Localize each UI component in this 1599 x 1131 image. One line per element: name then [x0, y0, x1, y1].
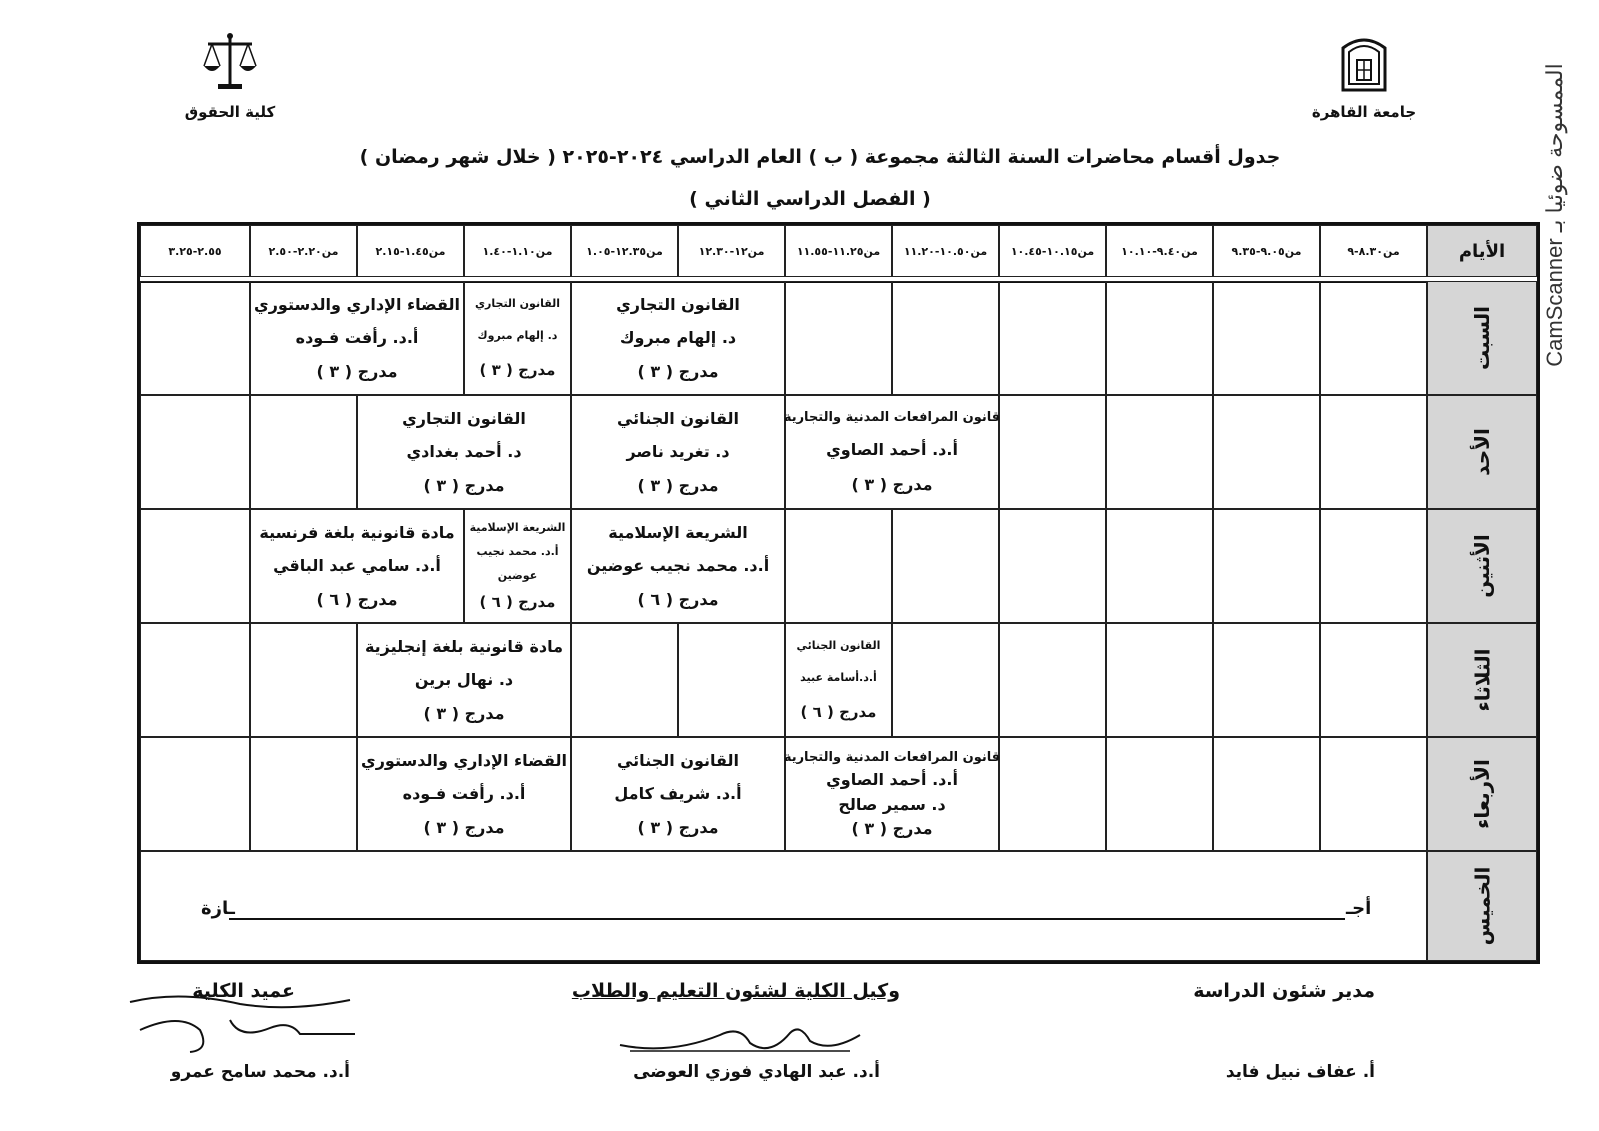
professor-name: أ.د. أحمد الصاوي — [826, 440, 958, 460]
hall-label: مدرج ( ٣ ) — [479, 360, 556, 379]
days-header: الأيام — [1427, 225, 1537, 277]
hall-label: مدرج ( ٣ ) — [423, 817, 505, 837]
empty-cell — [1106, 737, 1213, 851]
dean-signature — [120, 990, 360, 1060]
time-slot: من١٢.٣٥-١.٠٥ — [571, 225, 678, 277]
time-slot: من٨.٣٠-٩ — [1320, 225, 1427, 277]
professor-name: د. نهال برين — [414, 670, 514, 690]
hall-label: مدرج ( ٣ ) — [637, 361, 719, 381]
holiday-text-end: ـازة — [201, 898, 235, 919]
empty-cell — [785, 281, 892, 395]
holiday-line — [229, 918, 1345, 920]
course-name: مادة قانونية بلغة إنجليزية — [364, 637, 564, 657]
course-name: الشريعة الإسلامية — [469, 521, 566, 535]
empty-cell — [250, 623, 357, 737]
course-name: القانون الجنائي — [616, 751, 740, 771]
empty-cell — [1213, 395, 1320, 509]
day-tuesday: الثلاثاء — [1427, 623, 1537, 737]
course-name: القضاء الإداري والدستوري — [361, 751, 567, 771]
professor-name: أ.د. محمد نجيب — [476, 545, 559, 559]
lecture-cell — [571, 509, 785, 623]
professor-name: د. إلهام مبروك — [477, 328, 558, 342]
empty-cell — [250, 737, 357, 851]
professor-name: أ.د. رأفت فـوده — [295, 328, 419, 348]
empty-cell — [785, 509, 892, 623]
course-name: مادة قانونية بلغة فرنسية — [259, 523, 455, 543]
faculty-name: كلية الحقوق — [184, 103, 276, 121]
lecture-cell — [357, 395, 571, 509]
empty-cell — [140, 737, 250, 851]
lecture-cell — [464, 281, 571, 395]
holiday-text-start: أجـ — [1346, 898, 1372, 919]
empty-cell — [1213, 623, 1320, 737]
director-title: مدير شئون الدراسة — [1193, 980, 1375, 1002]
hall-label: مدرج ( ٣ ) — [316, 361, 398, 381]
dean-name: أ.د. محمد سامح عمرو — [170, 1062, 350, 1082]
time-slot: من١١.٢٥-١١.٥٥ — [785, 225, 892, 277]
empty-cell — [678, 623, 785, 737]
professor-name: د. أحمد بغدادي — [406, 442, 522, 462]
hall-label: مدرج ( ٦ ) — [479, 592, 556, 611]
hall-label: مدرج ( ٣ ) — [851, 475, 933, 495]
professor-name: أ.د. شريف كامل — [614, 784, 742, 804]
empty-cell — [1106, 623, 1213, 737]
empty-cell — [1213, 281, 1320, 395]
hall-label: مدرج ( ٦ ) — [800, 702, 877, 721]
empty-cell — [892, 281, 999, 395]
empty-cell — [1213, 509, 1320, 623]
hall-label: مدرج ( ٦ ) — [637, 589, 719, 609]
hall-label: مدرج ( ٣ ) — [423, 475, 505, 495]
empty-cell — [999, 281, 1106, 395]
professor-name-cont: عوضين — [497, 568, 538, 582]
professor-name: أ.د. أحمد الصاوي — [826, 770, 958, 790]
empty-cell — [140, 509, 250, 623]
empty-cell — [1106, 509, 1213, 623]
empty-cell — [1320, 281, 1427, 395]
lecture-cell — [571, 737, 785, 851]
holiday-cell — [140, 851, 1427, 961]
lecture-cell — [357, 623, 571, 737]
scales-of-justice-icon — [200, 30, 260, 92]
time-slot: من١٢-١٢.٣٠ — [678, 225, 785, 277]
lecture-cell — [571, 281, 785, 395]
course-name: قانون المرافعات المدنية والتجارية — [783, 409, 1001, 425]
course-name: القانون التجاري — [474, 297, 561, 311]
empty-cell — [1320, 395, 1427, 509]
time-slot: من١٠.١٥-١٠.٤٥ — [999, 225, 1106, 277]
empty-cell — [1213, 737, 1320, 851]
time-slot: من١٠.٥٠-١١.٢٠ — [892, 225, 999, 277]
hall-label: مدرج ( ٣ ) — [851, 819, 933, 839]
professor-name: أ.د.أسامة عبيد — [800, 670, 877, 684]
course-name: القضاء الإداري والدستوري — [254, 295, 460, 315]
empty-cell — [892, 509, 999, 623]
hall-label: مدرج ( ٣ ) — [637, 817, 719, 837]
course-name: القانون الجنائي — [616, 409, 740, 429]
schedule-table — [137, 222, 1540, 964]
lecture-cell — [571, 395, 785, 509]
empty-cell — [892, 623, 999, 737]
empty-cell — [140, 623, 250, 737]
lecture-cell — [785, 395, 999, 509]
lecture-cell — [250, 509, 464, 623]
course-name: القانون التجاري — [616, 295, 740, 315]
time-slot: ٢.٥٥-٣.٢٥ — [140, 225, 250, 277]
scanner-watermark: CamScanner الممسوحة ضوئيا بـ — [1542, 63, 1567, 367]
lecture-cell — [785, 623, 892, 737]
professor-name: د. تغريد ناصر — [626, 442, 730, 462]
semester-subtitle: ( الفصل الدراسي الثاني ) — [689, 188, 931, 210]
lecture-cell — [464, 509, 571, 623]
lecture-cell — [785, 737, 999, 851]
professor-name: أ.د. محمد نجيب عوضين — [586, 556, 770, 576]
empty-cell — [1320, 623, 1427, 737]
empty-cell — [999, 623, 1106, 737]
hall-label: مدرج ( ٣ ) — [423, 703, 505, 723]
director-name: أ. عفاف نبيل فايد — [1225, 1062, 1375, 1082]
day-saturday: السبت — [1427, 281, 1537, 395]
professor-name: أ.د. سامي عبد الباقي — [273, 556, 441, 576]
day-monday: الأثنين — [1427, 509, 1537, 623]
page-title: جدول أقسام محاضرات السنة الثالثة مجموعة ( ب ) العام الدراسي ٢٠٢٤-٢٠٢٥ ( خلال شهر رمضان ) — [359, 146, 1281, 168]
empty-cell — [1320, 509, 1427, 623]
professor-name-2: د. سمير صالح — [838, 794, 946, 814]
vice-dean-signature — [610, 1015, 870, 1060]
university-name: جامعة القاهرة — [1311, 103, 1417, 121]
time-slot: من٩.٠٥-٩.٣٥ — [1213, 225, 1320, 277]
time-slot: من١.١٠-١.٤٠ — [464, 225, 571, 277]
vice-dean-name: أ.د. عبد الهادي فوزي العوضى — [633, 1062, 880, 1082]
empty-cell — [999, 395, 1106, 509]
lecture-cell — [357, 737, 571, 851]
lecture-cell — [250, 281, 464, 395]
empty-cell — [1106, 395, 1213, 509]
vice-dean-title: وكيل الكلية لشئون التعليم والطلاب — [571, 980, 900, 1002]
hall-label: مدرج ( ٦ ) — [316, 589, 398, 609]
dean-title: عميد الكلية — [192, 980, 295, 1002]
professor-name: أ.د. رأفت فـوده — [402, 784, 526, 804]
empty-cell — [999, 509, 1106, 623]
cairo-university-logo — [1335, 32, 1393, 94]
course-name: القانون التجاري — [402, 409, 526, 429]
course-name: الشريعة الإسلامية — [608, 523, 748, 543]
time-slot: من٢.٢٠-٢.٥٠ — [250, 225, 357, 277]
course-name: القانون الجنائي — [796, 639, 881, 653]
time-slot: من٩.٤٠-١٠.١٠ — [1106, 225, 1213, 277]
empty-cell — [999, 737, 1106, 851]
day-sunday: الأحد — [1427, 395, 1537, 509]
day-thursday: الخميس — [1427, 851, 1537, 961]
empty-cell — [1106, 281, 1213, 395]
course-name: قانون المرافعات المدنية والتجارية — [783, 749, 1001, 765]
empty-cell — [140, 395, 250, 509]
empty-cell — [250, 395, 357, 509]
empty-cell — [1320, 737, 1427, 851]
empty-cell — [140, 281, 250, 395]
day-wednesday: الأربعاء — [1427, 737, 1537, 851]
time-slot: من١.٤٥-٢.١٥ — [357, 225, 464, 277]
empty-cell — [571, 623, 678, 737]
hall-label: مدرج ( ٣ ) — [637, 475, 719, 495]
professor-name: د. إلهام مبروك — [619, 328, 737, 348]
